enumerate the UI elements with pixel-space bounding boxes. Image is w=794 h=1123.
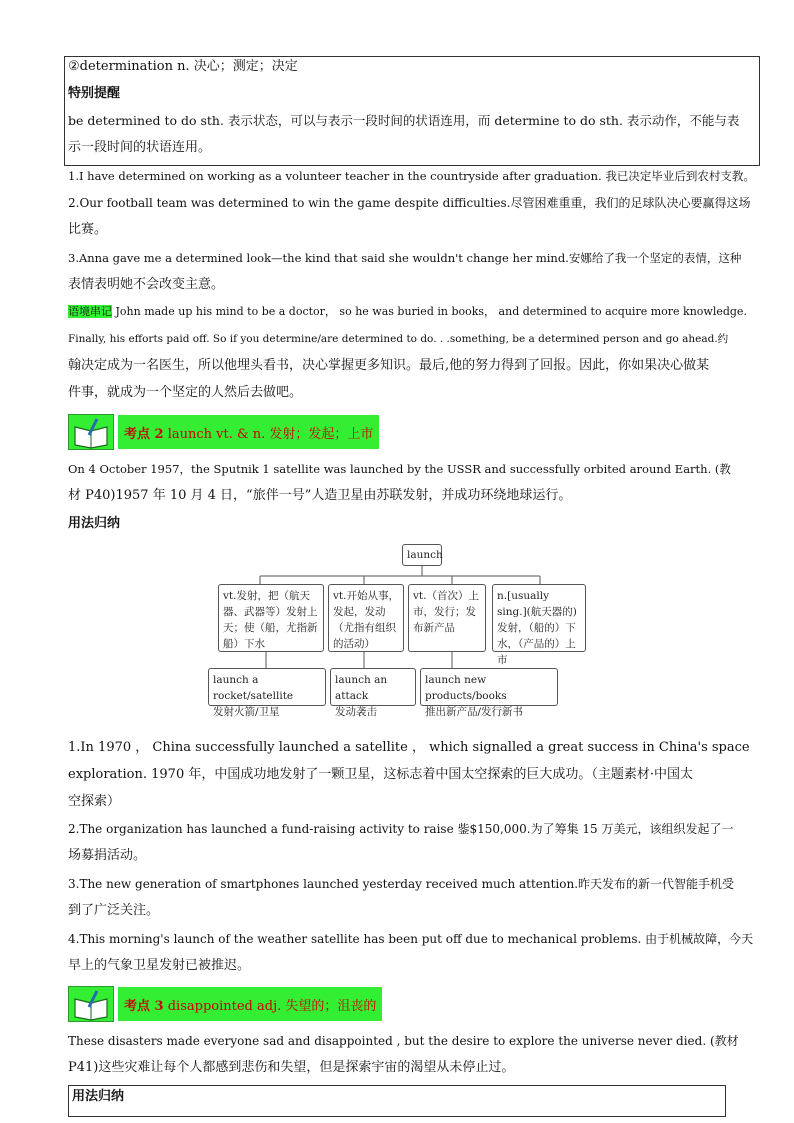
phrase-1 (208, 668, 326, 718)
launch-example-2a: 2.The organization has launched a fund-raising activity to raise 鈭$150,000.为了筹集 15 万美元，该组织发起了一 (68, 822, 734, 836)
launch-example-2b: 场募捐活动。 (68, 848, 147, 863)
usage-title-2: 用法归纳 (72, 1089, 125, 1104)
disap-intro-2: P41)这些灾难让每个人都感到悲伤和失望，但是探索宇宙的渴望从未停止过。 (68, 1060, 515, 1075)
launch-example-1c: 空探索） (68, 794, 121, 809)
memory-line-4: 件事，就成为一个坚定的人然后去做吧。 (68, 385, 303, 400)
phrase-3 (420, 668, 558, 718)
disap-intro-1: These disasters made everyone sad and disappointed , but the desire to explore the universe never died. (教材 (68, 1034, 739, 1048)
book-icon (68, 414, 114, 450)
launch-intro-1: On 4 October 1957，the Sputnik 1 satellite was launched by the USSR and successfully orbited around Earth. (教 (68, 462, 731, 476)
example-2a: 2.Our football team was determined to win the game despite difficulties.尽管困难重重，我们的足球队决心要赢得这场 (68, 196, 751, 210)
phrase-2-en: launch an attack (335, 674, 388, 702)
memory-text-1: John made up his mind to be a doctor， so he was buried in books， and determined to acquire more knowledge. (112, 305, 747, 318)
meaning-3: vt.（首次）上市，发行；发布新产品 (408, 584, 486, 652)
phrase-1-en: launch a rocket/satellite (213, 674, 294, 702)
reminder-text-1: be determined to do sth. 表示状态，可以与表示一段时间的状语连用，而 determine to do sth. 表示动作，不能与表 (68, 113, 740, 128)
launch-example-4b: 早上的气象卫星发射已被推迟。 (68, 958, 251, 973)
kaodian-title: disappointed adj. 失望的；沮丧的 (167, 998, 377, 1014)
meaning-1: vt.发射，把（航天器、武器等）发射上天；使（船，尤指新船）下水 (218, 584, 324, 652)
phrase-2 (330, 668, 416, 718)
memory-line-2: Finally, his efforts paid off. So if you determine/are determined to do. . .something, be a determined person and go ahead.约 (68, 333, 729, 345)
launch-example-3a: 3.The new generation of smartphones launched yesterday received much attention.昨天发布的新一代智能手机受 (68, 877, 735, 891)
phrase-1-zh: 发射火箭/卫星 (213, 706, 280, 718)
memory-line-3: 翰决定成为一名医生，所以他埋头看书，决心掌握更多知识。最后,他的努力得到了回报。因此，你如果决心做某 (68, 358, 710, 373)
phrase-3-zh: 推出新产品/发行新书 (425, 706, 524, 718)
root-box: launch (402, 544, 442, 566)
launch-intro-2: 材 P40)1957 年 10 月 4 日，“旅伴一号”人造卫星由苏联发射，并成功环绕地球运行。 (68, 488, 572, 503)
kaodian-2-bar (68, 414, 379, 450)
reminder-text-2: 示一段时间的状语连用。 (68, 140, 212, 155)
example-2b: 比赛。 (68, 222, 108, 237)
launch-diagram (206, 542, 590, 718)
determination-entry: ②determination n. 决心；测定；决定 (68, 59, 298, 74)
phrase-3-en: launch new products/books (425, 674, 507, 702)
launch-example-1b: exploration. 1970 年，中国成功地发射了一颗卫星，这标志着中国太空探索的巨大成功。（主题素材·中国太 (68, 767, 693, 782)
meaning-2: vt.开始从事，发起，发动（尤指有组织的活动） (328, 584, 404, 652)
phrase-2-zh: 发动袭击 (335, 706, 377, 718)
launch-example-3b: 到了广泛关注。 (68, 903, 160, 918)
example-3b: 表情表明她不会改变主意。 (68, 277, 225, 292)
usage-title: 用法归纳 (68, 516, 121, 531)
launch-example-4a: 4.This morning's launch of the weather satellite has been put off due to mechanical problems. 由于机械故障，今天 (68, 932, 754, 946)
memory-line-1 (68, 299, 758, 325)
meaning-4: n.[usually sing.](航天器的)发射，（船的）下水，（产品的）上市 (492, 584, 586, 652)
launch-example-1a: 1.In 1970 ， China successfully launched a satellite ， which signalled a great success in China's space (68, 740, 750, 755)
memory-tag: 语境串记 (68, 305, 112, 318)
kaodian-label: 考点 2 (124, 426, 164, 442)
book-icon (68, 986, 114, 1022)
kaodian-label: 考点 3 (124, 998, 164, 1014)
kaodian-title: launch vt. & n. 发射；发起；上市 (167, 426, 374, 442)
example-1: 1.I have determined on working as a volunteer teacher in the countryside after graduation. 我已决定毕业后到农村支教。 (68, 169, 755, 183)
example-3a: 3.Anna gave me a determined look—the kind that said she wouldn't change her mind.安娜给了我一个坚定的表情，这种 (68, 251, 742, 265)
kaodian-3-bar (68, 986, 382, 1022)
special-reminder-heading: 特别提醒 (68, 86, 121, 101)
